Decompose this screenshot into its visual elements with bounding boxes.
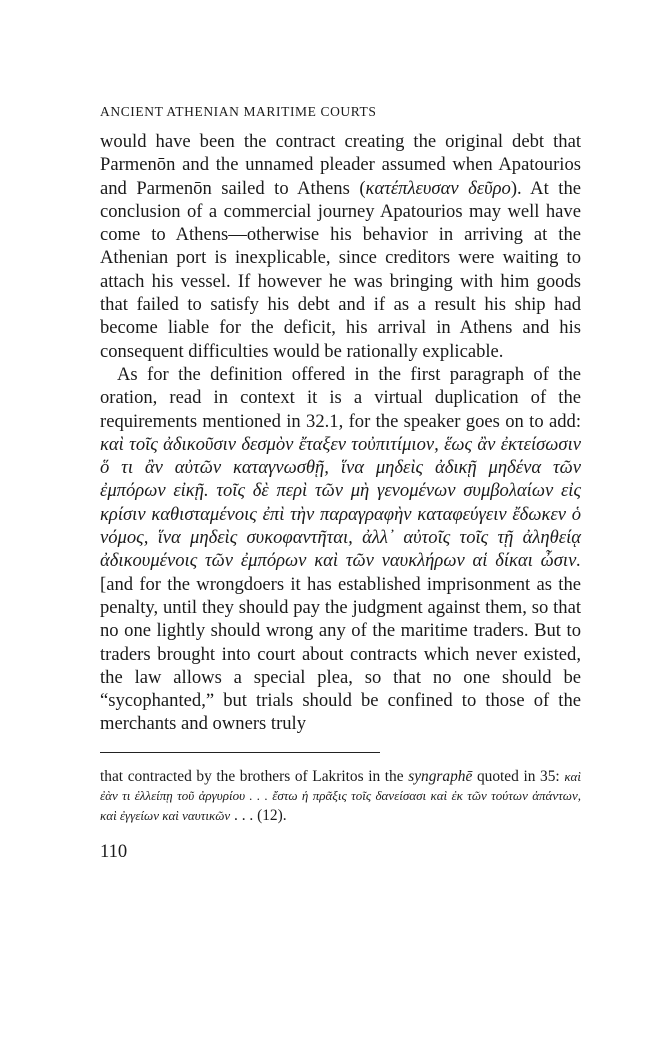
footnote-greek-quote: καὶ ἐὰν τι ἐλλείπῃ τοῦ ἀργυρίου . . . ἔστω ἡ πρᾶξις τοῖς δανείσασι καὶ ἐκ τῶν τούτων ἀπάντων, καὶ ἐγγείων καὶ ναυτικῶν [100, 768, 581, 823]
footnote-italic-term: syngraphē [408, 767, 473, 785]
book-page [100, 104, 581, 863]
paragraph-2-text-b: [and for the wrongdoers it has established imprisonment as the penalty, until they should pay the judgment against them, so that no one lightly should wrong any of the maritime traders. But to traders brought into court about contracts which never existed, the law allows a special plea, so that no one should be “sycophanted,” but trials should be confined to those of the merchants and owners truly [100, 573, 581, 735]
page-number: 110 [100, 840, 128, 862]
paragraph-1-text-a: would have been the contract creating the original debt that Parmenōn and the unnamed pleader assumed when Apatourios and Parmenōn sailed to Athens ( [100, 131, 581, 199]
paragraph-2 [100, 363, 581, 736]
footnote [100, 767, 581, 825]
paragraph-2-greek-quote: καὶ τοῖς ἀδικοῦσιν δεσμὸν ἔταξεν τοὐπιτίμιον, ἕως ἂν ἐκτείσωσιν ὅ τι ἂν αὐτῶν καταγνωσθῇ, ἵνα μηδεὶς ἀδικῇ μηδένα τῶν ἐμπόρων εἰκῇ. τοῖς δὲ περὶ τῶν μὴ γενομένων συμβολαίων εἰς κρίσιν καθισταμένοις ἐπὶ τὴν παραγραφὴν καταφεύγειν ἔδωκεν ὁ νόμος, ἵνα μηδεὶς συκοφαντῆται, ἀλλ᾽ αὐτοῖς τοῖς τῇ ἀληθείᾳ ἀδικουμένοις τῶν ἐμπόρων καὶ τῶν ναυκλήρων αἱ δίκαι ὦσιν. [100, 433, 581, 572]
paragraph-1-text-b: ). At the conclusion of a commercial journey Apatourios may well have come to Athens—otherwise his behavior in arriving at the Athenian port is inexplicable, since creditors were waiting to attach his vessel. If however he was bringing with him goods that failed to satisfy his debt and if as a result his ship had become liable for the deficit, his arrival in Athens and his consequent difficulties would be rationally explicable. [100, 177, 582, 362]
footnote-divider [100, 752, 380, 753]
footnote-text-b: quoted in 35: [472, 767, 565, 785]
paragraph-1-greek-quote: κατέπλευσαν δεῦρο [365, 177, 511, 199]
running-head: ANCIENT ATHENIAN MARITIME COURTS [100, 104, 377, 119]
footnote-text-a: that contracted by the brothers of Lakritos in the [100, 767, 409, 785]
body-text [100, 130, 581, 736]
paragraph-1 [100, 130, 581, 363]
paragraph-2-text-a: As for the definition offered in the first paragraph of the oration, read in context it is a virtual duplication of the requirements mentioned in 32.1, for the speaker goes on to add: [100, 363, 581, 432]
footnote-text-c: . . . (12). [230, 806, 287, 824]
